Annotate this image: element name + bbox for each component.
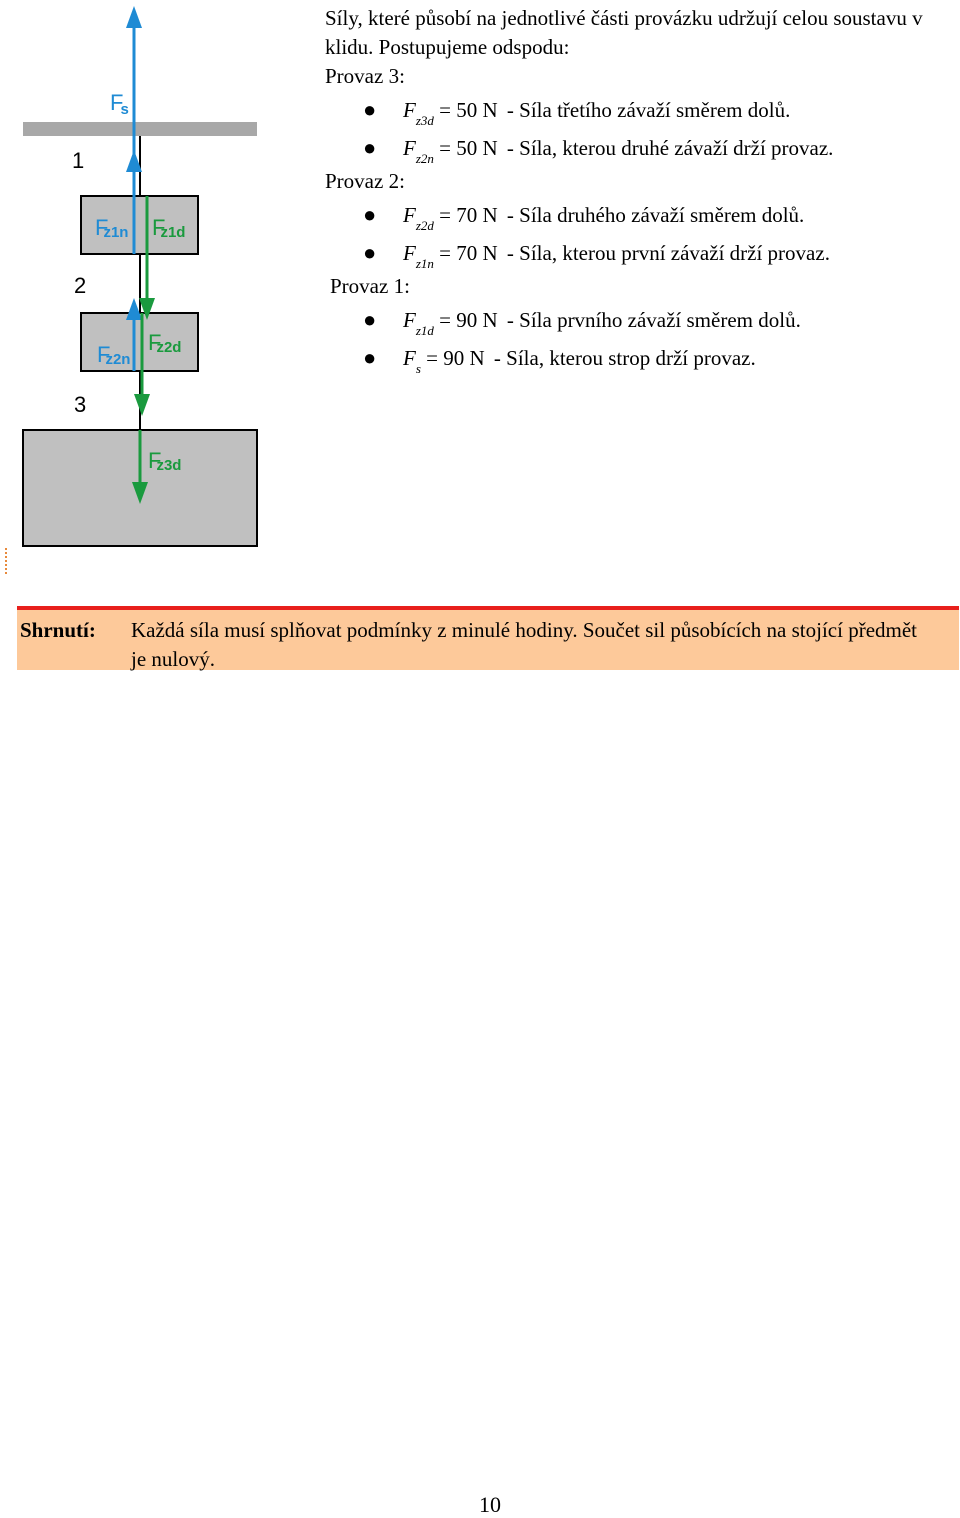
equation-item: ● $F_{z1n} = 70$ N - Síla, kterou první závaží drží provaz. (325, 234, 945, 272)
equation-list (325, 301, 945, 377)
equation-value: = 70 N (439, 241, 498, 265)
ceiling (23, 122, 257, 136)
equation-description: - Síla prvního závaží směrem dolů. (506, 308, 801, 332)
equation-description: - Síla třetího závaží směrem dolů. (506, 98, 791, 122)
bullet-icon: ● (363, 240, 377, 265)
label-fs: Fs (110, 90, 129, 118)
section-heading: Provaz 3: (325, 64, 405, 88)
bullet-icon: ● (363, 202, 377, 227)
equation-list (325, 196, 945, 272)
label-fz1d: Fz1d (152, 215, 186, 241)
section-rope-3 (325, 62, 945, 167)
equation-description: - Síla, kterou první závaží drží provaz. (506, 241, 830, 265)
force-diagram (0, 0, 320, 560)
equation-item: ● $F_{z1d} = 90$ N - Síla prvního závaží směrem dolů. (325, 301, 945, 339)
equation-list (325, 91, 945, 167)
section-heading: Provaz 1: (330, 274, 410, 298)
equation-item: ● $F_{z2n} = 50$ N - Síla, kterou druhé závaží drží provaz. (325, 129, 945, 167)
label-fz2n: Fz2n (97, 342, 131, 368)
bullet-icon: ● (363, 135, 377, 160)
equation-item: ● $F_s = 90$ N - Síla, kterou strop drží provaz. (325, 339, 945, 377)
margin-mark (5, 548, 7, 574)
segment-label-1: 1 (72, 148, 85, 173)
equation-value: = 90 N (426, 346, 485, 370)
section-heading: Provaz 2: (325, 169, 405, 193)
equation-value: = 50 N (439, 98, 498, 122)
label-fz1n: Fz1n (95, 215, 129, 241)
segment-label-2: 2 (74, 273, 87, 298)
label-fz3d: Fz3d (148, 448, 182, 474)
page-number: 10 (479, 1492, 501, 1517)
equation-item: ● $F_{z3d} = 50$ N - Síla třetího závaží směrem dolů. (325, 91, 945, 129)
equation-description: - Síla druhého závaží směrem dolů. (506, 203, 805, 227)
label-fz2d: Fz2d (148, 330, 182, 356)
segment-label-3: 3 (74, 392, 87, 417)
equation-item: ● $F_{z2d} = 70$ N - Síla druhého závaží směrem dolů. (325, 196, 945, 234)
summary-box (17, 606, 959, 670)
summary-text: Každá síla musí splňovat podmínky z minulé hodiny. Součet sil působících na stojící předmět je nulový. (131, 618, 918, 671)
bullet-icon: ● (363, 307, 377, 332)
bullet-icon: ● (363, 97, 377, 122)
bullet-icon: ● (363, 345, 377, 370)
intro-paragraph: Síly, které působí na jednotlivé části provázku udržují celou soustavu v klidu. Postupujeme odspodu: (325, 6, 923, 59)
equation-value: = 70 N (439, 203, 498, 227)
equation-description: - Síla, kterou druhé závaží drží provaz. (506, 136, 834, 160)
equation-value: = 50 N (439, 136, 498, 160)
explanation-text (325, 4, 945, 377)
equation-value: = 90 N (439, 308, 498, 332)
summary-label: Shrnutí: (20, 618, 96, 642)
section-rope-2 (325, 167, 945, 272)
section-rope-1 (325, 272, 945, 377)
equation-description: - Síla, kterou strop drží provaz. (493, 346, 756, 370)
